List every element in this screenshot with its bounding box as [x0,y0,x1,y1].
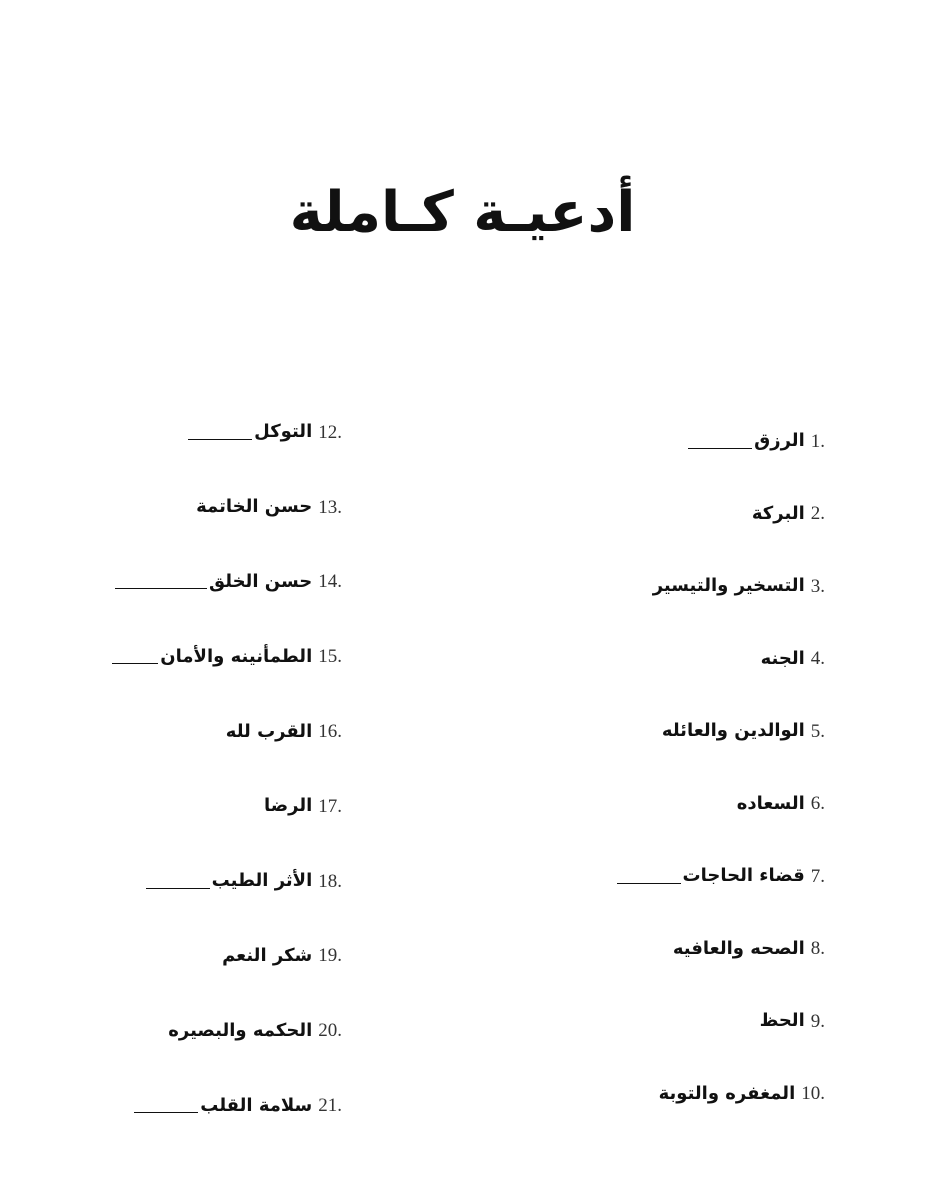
duas-list-right [505,405,825,1130]
item-label: الحكمه والبصيره [168,1019,313,1041]
list-item-1 [505,405,825,478]
list-item-9 [505,985,825,1058]
kashida-stroke [112,663,158,664]
kashida-stroke [188,439,252,440]
item-label: السعاده [736,792,805,814]
kashida-stroke [115,588,207,589]
list-item-6 [505,768,825,841]
list-item-5 [505,695,825,768]
item-number: 14. [318,571,342,593]
list-item-21 [22,1068,342,1143]
item-label: الرضا [263,795,313,817]
kashida-stroke [688,448,752,449]
item-number: 4. [810,648,825,670]
item-number: 17. [318,795,342,817]
list-item-16 [22,694,342,769]
list-item-4 [505,623,825,696]
item-label: شكر النعم [222,944,313,966]
item-label: حسن الخاتمة [196,496,313,518]
item-number: 13. [318,496,342,518]
item-label: الوالدين والعائله [661,720,805,742]
list-item-15 [22,619,342,694]
item-label: الأثر الطيب [211,870,313,892]
item-label: الجنه [760,647,805,669]
list-item-13 [22,470,342,545]
item-number: 9. [810,1010,825,1032]
list-item-8 [505,913,825,986]
list-item-12 [22,395,342,470]
item-number: 1. [810,430,825,452]
list-item-18 [22,844,342,919]
page-title: أدعيـة كـاملة [289,180,636,245]
list-item-3 [505,550,825,623]
item-label: الطمأنينه والأمان [160,645,313,667]
item-number: 12. [318,421,342,443]
item-label: المغفره والتوبة [658,1082,796,1104]
item-label: البركة [751,502,805,524]
item-number: 16. [318,721,342,743]
item-number: 21. [318,1095,342,1117]
item-label: الحظ [759,1010,805,1032]
kashida-stroke [146,888,210,889]
list-item-17 [22,769,342,844]
item-number: 2. [810,503,825,525]
list-item-2 [505,478,825,551]
item-number: 6. [810,793,825,815]
item-label: الرزق [754,430,805,452]
list-item-20 [22,993,342,1068]
item-label: التسخير والتيسير [652,575,805,597]
item-label: حسن الخلق [209,570,313,592]
list-item-7 [505,840,825,913]
item-number: 20. [318,1020,342,1042]
list-item-10 [505,1058,825,1131]
item-number: 8. [810,938,825,960]
item-label: سلامة القلب [200,1094,313,1116]
list-item-19 [22,919,342,994]
item-label: الصحه والعافيه [672,937,805,959]
kashida-stroke [134,1112,198,1113]
list-item-14 [22,545,342,620]
item-label: القرب لله [225,720,313,742]
item-label: التوكل [254,421,313,443]
item-number: 19. [318,945,342,967]
item-number: 18. [318,870,342,892]
item-number: 15. [318,646,342,668]
item-number: 10. [801,1083,825,1105]
item-number: 5. [810,720,825,742]
kashida-stroke [617,883,681,884]
item-label: قضاء الحاجات [682,865,805,887]
item-number: 7. [810,865,825,887]
item-number: 3. [810,575,825,597]
duas-list-left [22,395,342,1143]
